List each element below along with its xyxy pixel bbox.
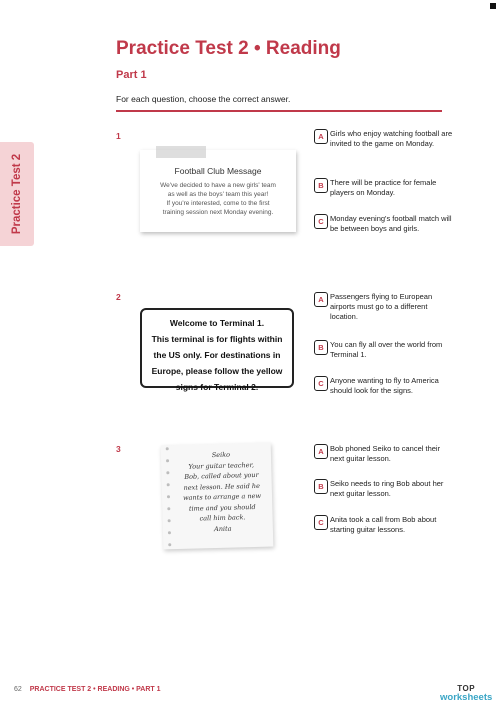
- note-line: Anita: [214, 524, 232, 533]
- option-letter: B: [314, 479, 328, 494]
- heading-divider: [116, 110, 442, 112]
- page-number: 62: [14, 686, 22, 693]
- brand-line-2: worksheets: [440, 692, 493, 703]
- option-2a[interactable]: [314, 292, 454, 322]
- option-3c[interactable]: [314, 515, 454, 535]
- option-1c[interactable]: [314, 214, 454, 234]
- page-title: Practice Test 2 • Reading: [116, 38, 341, 59]
- brand-line-1: TOP: [457, 684, 476, 693]
- option-letter: C: [314, 376, 328, 391]
- page-footer: [14, 686, 161, 693]
- sign-line: Europe, please follow the yellow: [151, 366, 283, 376]
- sign-line: Welcome to Terminal 1.: [169, 318, 265, 328]
- option-2b[interactable]: [314, 340, 454, 360]
- note-line: call him back.: [199, 513, 246, 523]
- question-number-1: 1: [116, 131, 121, 141]
- sign-line: the US only. For destinations in: [153, 350, 281, 360]
- option-3b[interactable]: [314, 479, 454, 499]
- notice-line: training session next Monday evening.: [162, 209, 274, 216]
- option-1b[interactable]: [314, 178, 454, 198]
- notice-title: Football Club Message: [174, 166, 262, 176]
- option-text: Seiko needs to ring Bob about her next guitar lesson.: [330, 479, 444, 498]
- option-text: You can fly all over the world from Terminal 1.: [330, 340, 443, 359]
- option-text: Monday evening's football match will be between boys and girls.: [330, 214, 452, 233]
- tape-strip: [156, 146, 206, 158]
- side-tab: [0, 142, 34, 246]
- brand-logo: [440, 684, 492, 702]
- option-letter: C: [314, 515, 328, 530]
- notice-line: If you're interested, come to the first: [166, 200, 270, 207]
- corner-mark: [490, 3, 496, 9]
- note-line: Seiko: [211, 450, 231, 460]
- notice-line: We've decided to have a new girls' team: [160, 182, 276, 189]
- option-letter: C: [314, 214, 328, 229]
- option-letter: B: [314, 340, 328, 355]
- option-text: Girls who enjoy watching football are invited to the game on Monday.: [330, 129, 453, 148]
- note-text: [175, 449, 269, 535]
- question-number-2: 2: [116, 292, 121, 302]
- note-line: wants to arrange a new: [182, 491, 262, 502]
- terminal-sign: [140, 308, 294, 392]
- option-2c[interactable]: [314, 376, 454, 396]
- option-letter: A: [314, 444, 328, 459]
- notice-line: as well as the boys' team this year!: [167, 191, 269, 198]
- instruction: For each question, choose the correct answer.: [116, 94, 291, 104]
- side-tab-label: Practice Test 2: [11, 153, 23, 235]
- note-line: Your guitar teacher,: [188, 460, 255, 471]
- part-heading: Part 1: [116, 69, 147, 81]
- option-1a[interactable]: [314, 129, 454, 149]
- note-line: next lesson. He said he: [183, 481, 261, 492]
- question-number-3: 3: [116, 444, 121, 454]
- option-letter: A: [314, 292, 328, 307]
- option-text: Bob phoned Seiko to cancel their next guitar lesson.: [330, 444, 441, 463]
- sign-line: This terminal is for flights within: [151, 334, 283, 344]
- football-notice: [140, 150, 296, 232]
- option-text: Anyone wanting to fly to America should look for the signs.: [330, 376, 439, 395]
- sign-line: signs for Terminal 2.: [175, 382, 259, 392]
- handwritten-note: [161, 443, 274, 550]
- option-text: Passengers flying to European airports must go to a different location.: [330, 292, 433, 321]
- note-line: time and you should: [188, 502, 256, 513]
- option-letter: A: [314, 129, 328, 144]
- note-line: Bob, called about your: [184, 470, 259, 481]
- notice-body: [140, 181, 296, 217]
- option-text: Anita took a call from Bob about starting guitar lessons.: [330, 515, 437, 534]
- option-3a[interactable]: [314, 444, 454, 464]
- option-letter: B: [314, 178, 328, 193]
- footer-text: PRACTICE TEST 2 • READING • PART 1: [29, 686, 161, 693]
- option-text: There will be practice for female players on Monday.: [330, 178, 437, 197]
- notepad-holes: [166, 447, 172, 555]
